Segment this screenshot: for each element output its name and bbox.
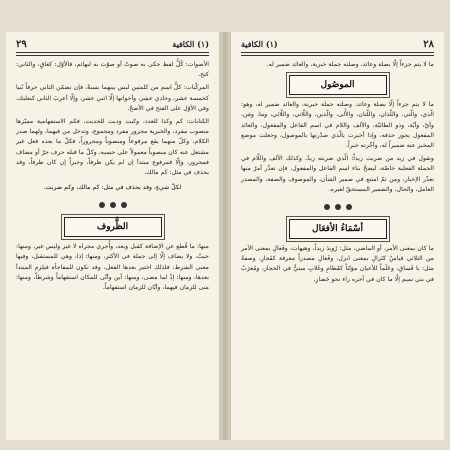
paragraph: الأصوات: كُلُّ لفظ حكى به صوتٌ أو صوّت به لبهائم، فالأوّل: كغاقٍ، والثاني: كنخ. bbox=[16, 61, 209, 79]
header-rule-left bbox=[16, 52, 209, 56]
section-title-box: الظُّروف bbox=[64, 217, 162, 237]
page-number-left: ٢٩ bbox=[16, 38, 27, 50]
ornament-dot bbox=[346, 204, 352, 210]
paragraph: ما لا يتم جزءاً إلّا بصلة وعائد، وصلته جملة خبرية، والعائد ضمير له، وهو: الّذي، والّتي، واللّذان، واللّتان، والأُلى، والّذين، واللّاتي، واللّائي، وما، ومَن، وأيّ، وأيّة، وذو الطائيّة، والألف واللام في اسم الفاعل والمفعول، والعائد المفعول يجوز حذفه، وإذا أخبرت بالّذي صدّرتها بالموصول، وجعلت موضع المخبر عنه ضميراً له، وأخّرته خبراً. bbox=[241, 101, 434, 150]
paragraph: الكنايات: كم وكذا للعدد، وكيت وذيت للحديث، فكم الاستفهامية مميّزها منصوب مفرد، والخبرية مجرور مفرد ومجموع، وتدخل من فيهما، ولهما صدر الكلام، وكلّ منهما يقع مرفوعاً ومنصوباً ومجروراً، فكلّ ما بعده فعل غير مشتغل عنه كان منصوباً معمولاً على حسبه، وكلّ ما قبله حرف جرّ أو مضاف فمجرور، وإلّا فمرفوع مبتدأ إن لم يكن ظرفاً، وخبراً إن كان ظرفاً، وقد يحذف في مثل: كم مالك. bbox=[16, 118, 209, 177]
paragraph: المركّبات: كلُّ اسم من كلمتين ليس بينهما نسبةٌ، فإن تضمّن الثاني حرفاً بُنيا كخمسة عشر، وحادي عشر، وأخواتها إلّا اثني عشر، وإلّا أعربَ الثاني كبعلبك، وفي الأوّل على الفتح في الأصحّ. bbox=[16, 84, 209, 112]
ornament-divider bbox=[241, 204, 434, 210]
ornament-dot bbox=[110, 202, 116, 208]
ornament-dot bbox=[121, 202, 127, 208]
section-title-box: الموصُول bbox=[289, 75, 387, 95]
ornament-dot bbox=[335, 204, 341, 210]
running-head-left: (١) الكافية bbox=[172, 39, 209, 49]
header-rule-right bbox=[241, 52, 434, 56]
ornament-dot bbox=[99, 202, 105, 208]
paragraph: ما لا يتم جزءاً إلّا بصلة وعائد، وصلته جملة خبرية، والعائد ضمير له. bbox=[266, 61, 434, 68]
verse-line: لكلّ شيءٍ، وقد يحذف في مثل: كم مالك، وكم ضربت. bbox=[43, 184, 182, 192]
right-page bbox=[230, 32, 444, 440]
left-page bbox=[6, 32, 220, 440]
page-number-right: ٢٨ bbox=[423, 38, 434, 50]
ornament-divider bbox=[16, 202, 209, 208]
paragraph: منها: ما قُطع عن الإضافة كقبل وبعد، وأُجري مجراه لا غير وليس غير، ومنها: حيثُ، ولا يضاف إلّا إلى جملة في الأكثر، ومنها: إذا، وهي للمستقبل، وفيها معنى الشرط، فلذلك اختير بعدها الفعل، وقد تكون للمفاجأة فيلزم المبتدأ بعدها، ومنها: إذْ لما مضى، ومنها: أين وأنّى للمكان استفهاماً وشرطاً، ومنها: متى للزمان فيهما، وأيّان للزمان استفهاماً. bbox=[16, 243, 209, 292]
paragraph: وتقول في زيد من ضربت زيداً: الّذي ضربته زيدٌ، وكذلك الألف واللّام في الجملة الفعلية خاصّة، ليصحّ بناء اسم الفاعل والمفعول، فإن تعذّر أمرٌ منها تعذّر الإخبار، ومن ثمّ امتنع في ضمير الشأن، والموصوف والصفة، والمصدر العامل، والحال، والضمير المستحقّ لغيره. bbox=[241, 155, 434, 193]
ornament-dot bbox=[324, 204, 330, 210]
left-page-header bbox=[16, 38, 209, 50]
section-title-box: أسْمَاءُ الأفعَال bbox=[289, 219, 387, 239]
book-gutter bbox=[220, 32, 230, 440]
running-head-right: (١) الكافية bbox=[241, 39, 278, 49]
right-page-header bbox=[241, 38, 434, 50]
paragraph: ما كان بمعنى الأمر، أو الماضي، مثل: رُويدَ زيداً، وهيهات، وفَعالِ بمعنى الأمر من الثلاثي قياسٌ كنَزالِ بمعنى انزل، وفَعالِ مصدراً معرفة كفَجارِ، وصفةً مثل: يا فَساقِ، وعَلَماً للأعيان مؤنّثاً كقَطامِ وغَلابِ مبنيٌّ في الحجاز، ومُعرَبٌ في بني تميم إلّا ما كان في آخره راء نحو حَضارِ. bbox=[241, 245, 434, 283]
